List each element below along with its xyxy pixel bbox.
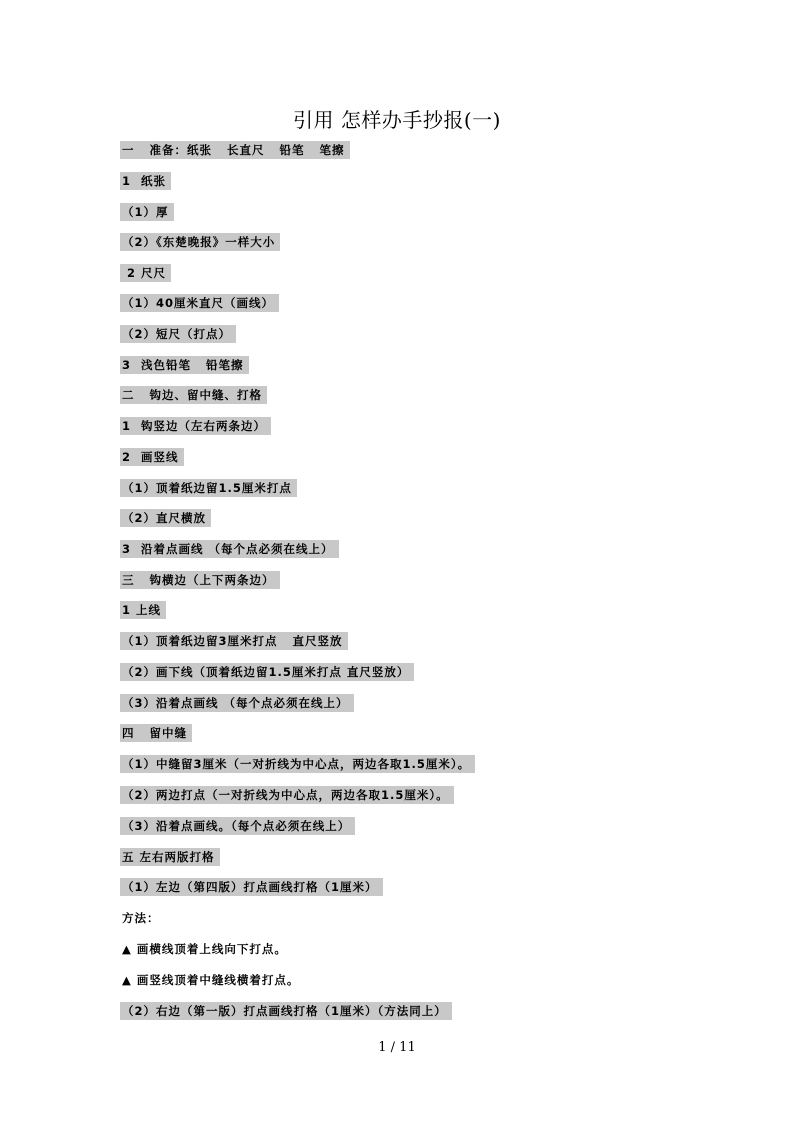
text-line: （1）顶着纸边留1.5厘米打点: [120, 478, 297, 496]
text-line: （2）《东楚晚报》一样大小: [120, 232, 280, 250]
text-line: 3 沿着点画线 （每个点必须在线上）: [120, 539, 339, 557]
text-line: （2）两边打点（一对折线为中心点，两边各取1.5厘米）。: [120, 785, 454, 803]
text-line: 四 留中缝: [120, 723, 192, 741]
text-line: （1）左边（第四版）打点画线打格（1厘米）: [120, 877, 383, 895]
text-line: （1）中缝留3厘米（一对折线为中心点，两边各取1.5厘米）。: [120, 754, 475, 772]
text-line: 1 钩竖边（左右两条边）: [120, 416, 271, 434]
text-line: （3）沿着点画线 （每个点必须在线上）: [120, 693, 354, 711]
text-line: 2 尺尺: [120, 263, 171, 281]
text-line: （1）40厘米直尺（画线）: [120, 293, 279, 311]
text-line: 一 准备：纸张 长直尺 铅笔 笔擦: [120, 140, 350, 158]
text-line: ▲ 画横线顶着上线向下打点。: [122, 942, 287, 956]
text-line: 3 浅色铅笔 铅笔擦: [120, 355, 249, 373]
text-line: 三 钩横边（上下两条边）: [120, 570, 280, 588]
text-line: （1）厚: [120, 202, 174, 220]
text-line: （2）右边（第一版）打点画线打格（1厘米）（方法同上）: [120, 1001, 452, 1019]
text-line: 二 钩边、留中缝、打格: [120, 385, 267, 403]
text-line: 方法：: [122, 911, 160, 925]
text-line: 2 画竖线: [120, 447, 184, 465]
text-line: 1 上线: [120, 600, 166, 618]
text-line: （2）短尺（打点）: [120, 324, 236, 342]
text-line: 1 纸张: [120, 171, 171, 189]
text-line: （2）画下线（顶着纸边留1.5厘米打点 直尺竖放）: [120, 662, 414, 680]
text-line: （1）顶着纸边留3厘米打点 直尺竖放: [120, 631, 348, 649]
document-title: 引用 怎样办手抄报(一): [293, 108, 501, 132]
text-line: （3）沿着点画线。（每个点必须在线上）: [120, 816, 355, 834]
text-line: （2）直尺横放: [120, 508, 211, 526]
text-line: ▲ 画竖线顶着中缝线横着打点。: [122, 973, 300, 987]
text-line: 五 左右两版打格: [120, 847, 220, 865]
page-number: 1 / 11: [378, 1040, 416, 1055]
